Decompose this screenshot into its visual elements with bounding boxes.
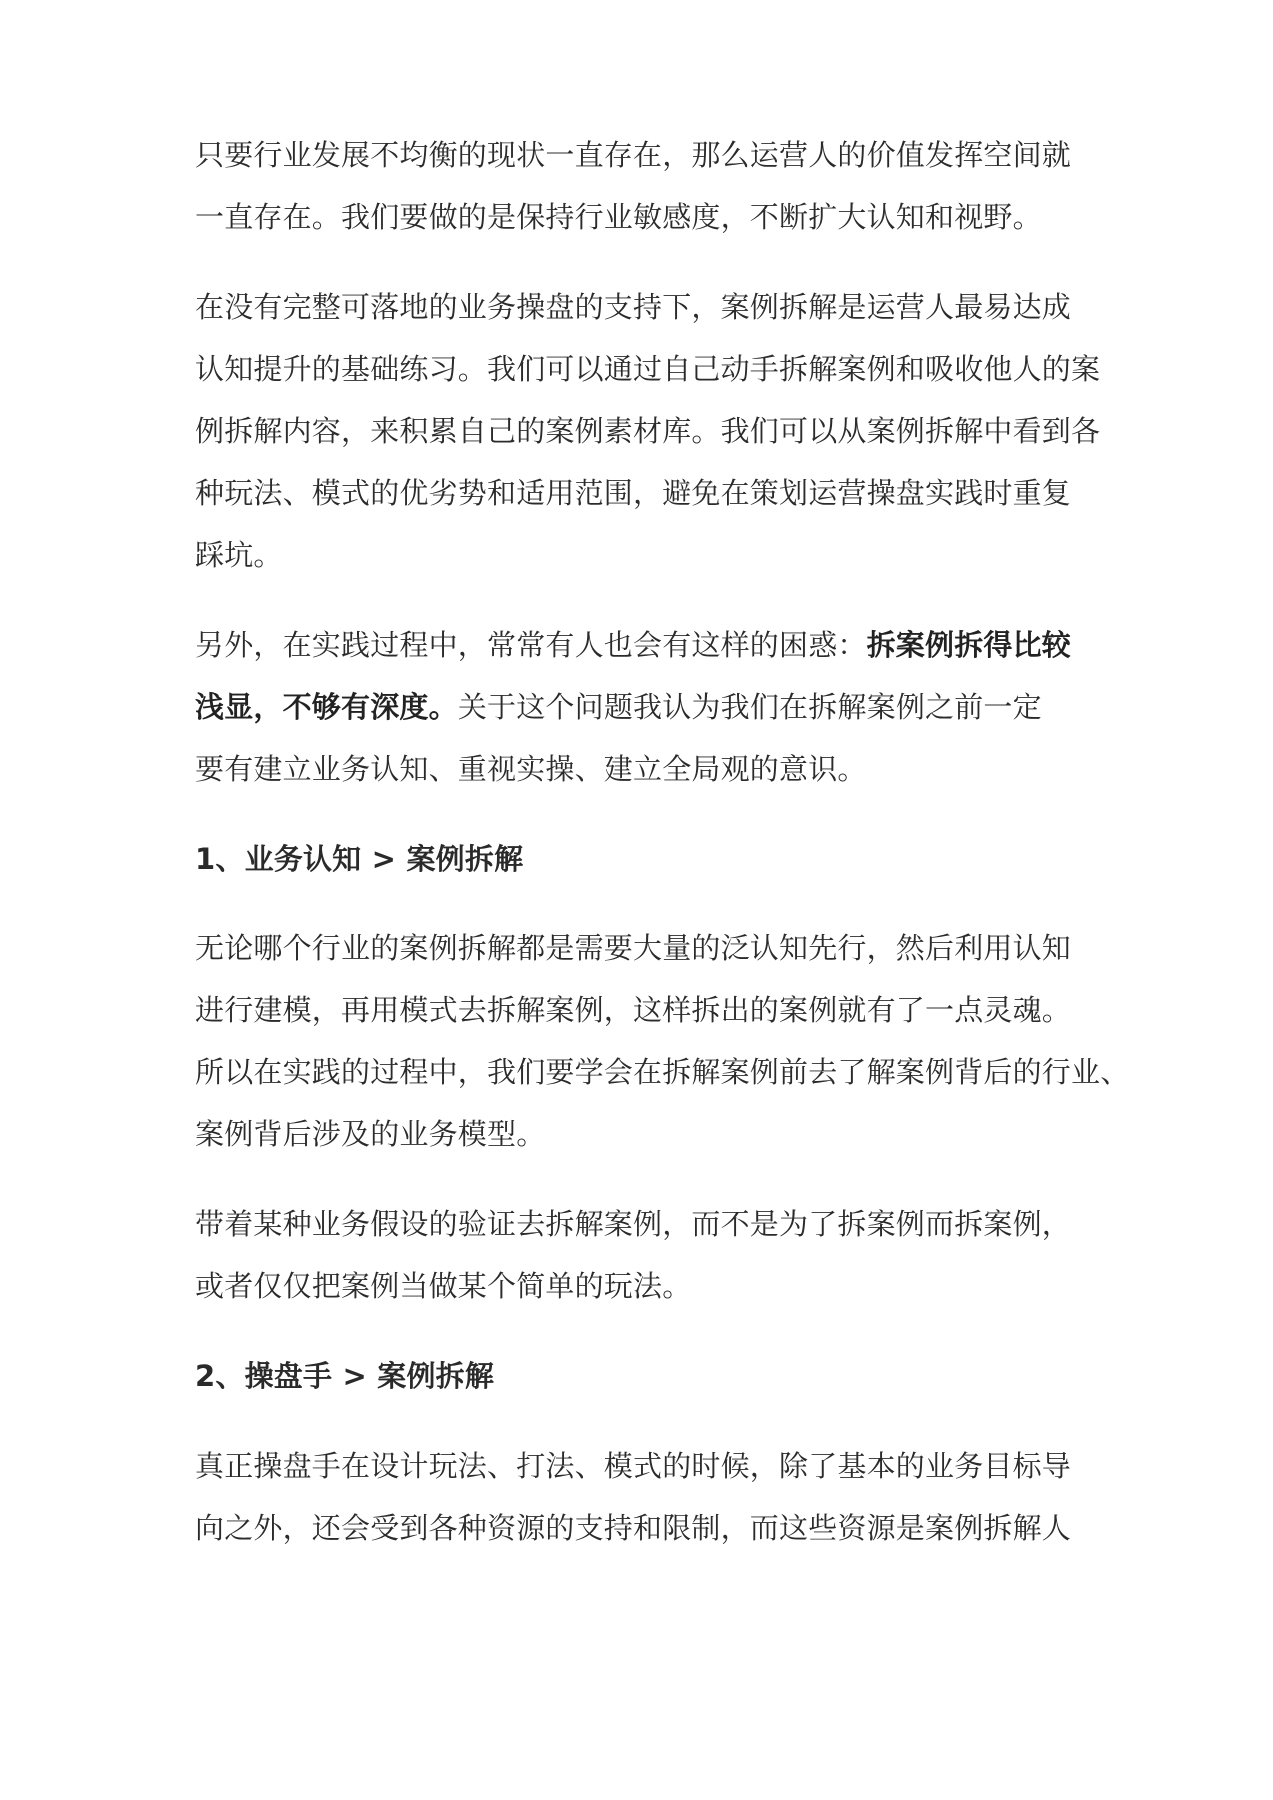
paragraph-2-line-2: 认知提升的基础练习。我们可以通过自己动手拆解案例和吸收他人的案: [195, 352, 1101, 386]
section-2-line-1: 真正操盘手在设计玩法、打法、模式的时候，除了基本的业务目标导: [195, 1449, 1072, 1483]
section-1-paragraph-1-line-3: 所以在实践的过程中，我们要学会在拆解案例前去了解案例背后的行业、: [195, 1055, 1130, 1089]
section-1-paragraph-2-line-2: 或者仅仅把案例当做某个简单的玩法。: [195, 1269, 692, 1303]
paragraph-2-line-5: 踩坑。: [195, 538, 283, 572]
paragraph-2-line-3: 例拆解内容，来积累自己的案例素材库。我们可以从案例拆解中看到各: [195, 414, 1101, 448]
paragraph-3-line-2: [195, 687, 1042, 727]
section-1-paragraph-2-line-1: 带着某种业务假设的验证去拆解案例，而不是为了拆案例而拆案例，: [195, 1207, 1072, 1241]
section-1-paragraph-1-line-1: 无论哪个行业的案例拆解都是需要大量的泛认知先行，然后利用认知: [195, 931, 1072, 965]
paragraph-3-line-3: 要有建立业务认知、重视实操、建立全局观的意识。: [195, 752, 867, 786]
paragraph-3-normal-text-2: 关于这个问题我认为我们在拆解案例之前一定: [457, 690, 1042, 724]
section-1-paragraph-1-line-4: 案例背后涉及的业务模型。: [195, 1117, 546, 1151]
paragraph-1-line-2: 一直存在。我们要做的是保持行业敏感度，不断扩大认知和视野。: [195, 200, 1042, 234]
paragraph-3-bold-text: 拆案例拆得比较: [866, 628, 1072, 662]
paragraph-2-line-1: 在没有完整可落地的业务操盘的支持下，案例拆解是运营人最易达成: [195, 290, 1072, 324]
paragraph-1-line-1: 只要行业发展不均衡的现状一直存在，那么运营人的价值发挥空间就: [195, 138, 1072, 172]
section-2-line-2: 向之外，还会受到各种资源的支持和限制，而这些资源是案例拆解人: [195, 1511, 1072, 1545]
paragraph-3-line-1: [195, 625, 1071, 665]
section-heading-2: 2、操盘手 > 案例拆解: [195, 1359, 495, 1393]
paragraph-3-normal-text: 另外，在实践过程中，常常有人也会有这样的困惑：: [195, 628, 867, 662]
section-heading-1: 1、业务认知 > 案例拆解: [195, 842, 524, 876]
section-1-paragraph-1-line-2: 进行建模，再用模式去拆解案例，这样拆出的案例就有了一点灵魂。: [195, 993, 1072, 1027]
paragraph-2-line-4: 种玩法、模式的优劣势和适用范围，避免在策划运营操盘实践时重复: [195, 476, 1072, 510]
paragraph-3-bold-text-2: 浅显，不够有深度。: [195, 690, 458, 724]
